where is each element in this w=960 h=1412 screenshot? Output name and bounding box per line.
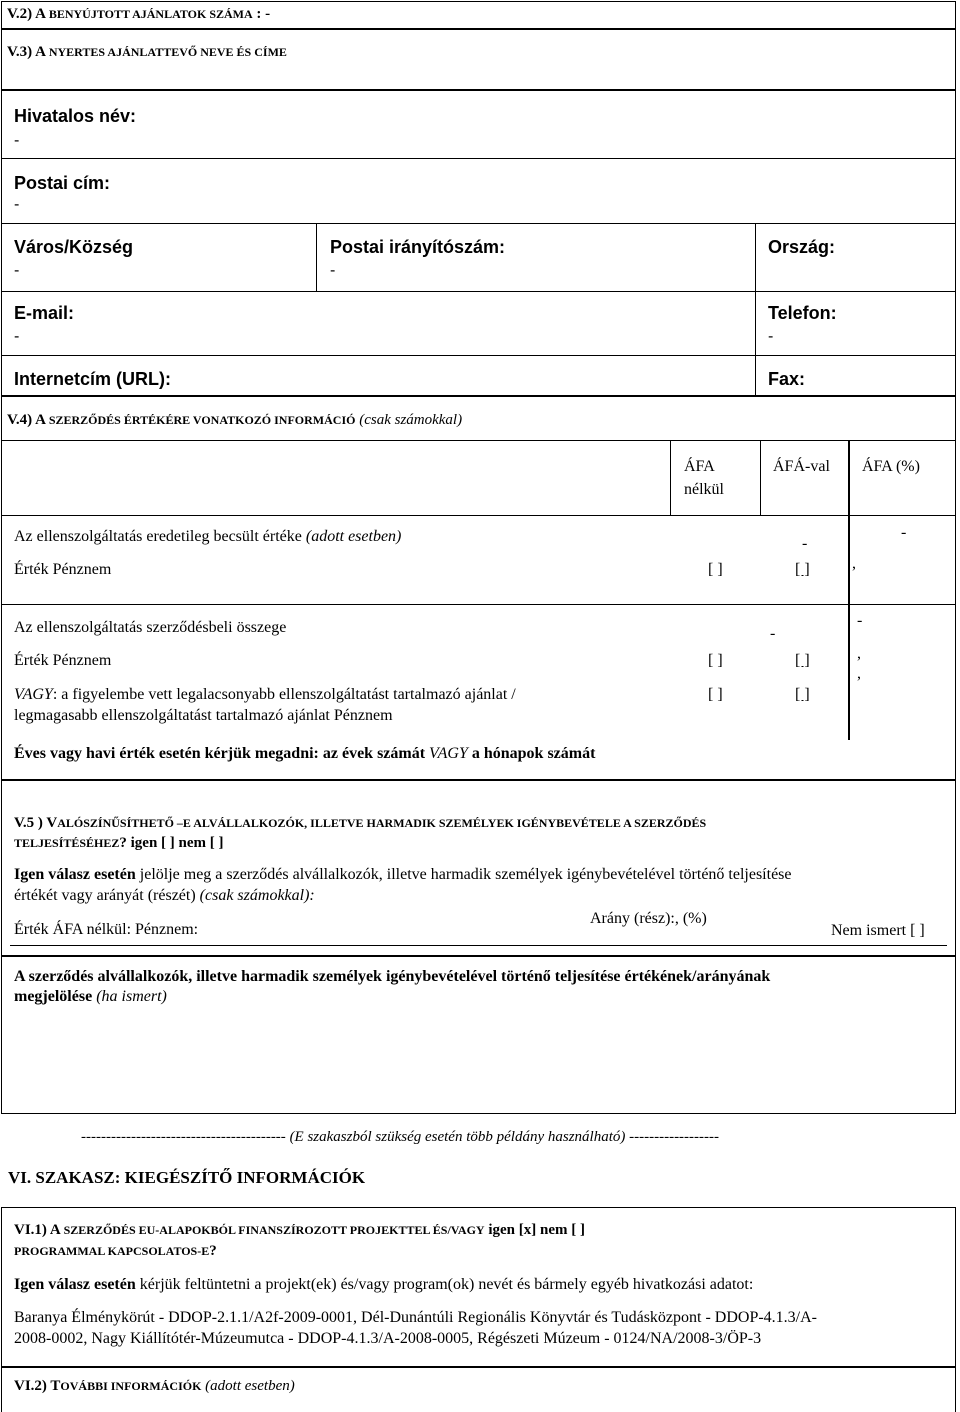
vagy-rest-1: : a figyelembe vett legalacsonyabb ellenszolgáltatást tartalmazó ajánlat / (52, 686, 516, 703)
label-fax: Fax: (768, 369, 806, 389)
label-telefon: Telefon: (768, 303, 837, 323)
value-irsz: - (330, 262, 336, 279)
v5-title-2: TELJESÍTÉSÉHEZ (14, 836, 120, 850)
separator-mid: (E szakaszból szükség esetén több példány használható) (289, 1129, 626, 1145)
orig-dash-afaval: - (802, 535, 808, 552)
value-telefon: - (768, 328, 774, 345)
value-varos: - (14, 262, 20, 279)
v4-line-header (1, 515, 956, 516)
contract-dash-afaval: - (770, 625, 776, 642)
v5-prefix: V.5 ) V (14, 815, 58, 831)
section-v5-heading-2 (14, 835, 224, 852)
section-v2-heading (7, 6, 270, 23)
vi2-title: OVÁBBI INFORMÁCIÓK (60, 1379, 202, 1393)
v5-line2-text: értékét vagy arányát (részét) (14, 887, 196, 904)
v5-nem-ismert: Nem ismert [ ] (831, 922, 925, 939)
v5-igen-line (14, 866, 792, 884)
orig-title-text: Az ellenszolgáltatás eredetileg becsült értéke (14, 528, 302, 545)
v5-answer: ? igen [ ] nem [ ] (119, 835, 224, 851)
grid-line-1 (1, 158, 956, 159)
v2-suffix: : - (256, 6, 271, 22)
vagy-line-1 (14, 686, 516, 704)
section-v3-heading (7, 44, 287, 61)
contract-ertek-penznem: Érték Pénznem (14, 652, 112, 669)
label-hivatalos-nev: Hivatalos név: (14, 106, 137, 126)
vi1-igen-bold: Igen válasz esetén (14, 1276, 136, 1293)
label-irsz: Postai irányítószám: (330, 237, 506, 257)
col-afaval: ÁFÁ-val (773, 458, 830, 475)
value-email: - (14, 328, 20, 345)
col-afa-nelkul-2: nélkül (684, 481, 724, 498)
v4-vline-2 (760, 440, 761, 515)
eves-a: Éves vagy havi érték esetén kérjük megadni: az évek számát (14, 745, 426, 762)
contract-title: Az ellenszolgáltatás szerződésbeli összege (14, 619, 287, 636)
v4-title: SZERZŐDÉS ÉRTÉKÉRE VONATKOZÓ INFORMÁCIÓ (48, 413, 356, 427)
v5-box-title-2-text: megjelölése (14, 988, 93, 1005)
separator-right: ------------------ (629, 1129, 720, 1145)
contract-dash-pct: - (857, 612, 863, 629)
vi1-title-1: SZERZŐDÉS EU-ALAPOKBÓL FINANSZÍROZOTT PROJEKTTEL ÉS/VAGY (63, 1223, 485, 1237)
col-afa-nelkul-1: ÁFA (684, 458, 715, 475)
orig-ertek-penznem: Érték Pénznem (14, 561, 112, 578)
vi2-heading (14, 1378, 295, 1395)
orig-bracket-nelkul: [ ] (708, 561, 723, 578)
vi2-note: (adott esetben) (205, 1378, 295, 1394)
vi1-igen-rest: kérjük feltüntetni a projekt(ek) és/vagy program(ok) nevét és bármely egyéb hivatkozási adatot: (139, 1276, 754, 1293)
v5-line-ertek (10, 945, 947, 946)
vi2-prefix: VI.2) T (14, 1378, 61, 1394)
orig-bracket-afaval: [ ] (795, 561, 810, 578)
vagy-word: VAGY (14, 686, 53, 703)
label-orszag: Ország: (768, 237, 836, 257)
label-internet: Internetcím (URL): (14, 369, 171, 389)
vi1-title-2: PROGRAMMAL KAPCSOLATOS-E (14, 1244, 210, 1258)
separator-left: ----------------------------------------- (81, 1129, 286, 1145)
vi1-answer: igen [x] nem [ ] (488, 1222, 586, 1238)
v2-prefix: V.2) A (7, 6, 46, 22)
v5-igen-bold: Igen válasz esetén (14, 866, 136, 883)
v4-prefix: V.4) A (7, 412, 46, 428)
vagy-bracket-nelkul: [ ] (708, 686, 723, 703)
section-vi-heading: VI. SZAKASZ: KIEGÉSZÍTŐ INFORMÁCIÓK (8, 1168, 366, 1187)
grid-line-2 (1, 223, 956, 224)
label-postai-cim: Postai cím: (14, 173, 111, 193)
orig-note: (adott esetben) (305, 528, 402, 545)
vi1-igen-line (14, 1276, 753, 1294)
v2-title: BENYÚJTOTT AJÁNLATOK SZÁMA (48, 7, 253, 21)
section-v5-heading-1 (14, 815, 706, 832)
grid-vline-varos (316, 223, 317, 291)
vi1-projects-2: 2008-0002, Nagy Kiállítótér-Múzeumutca - DDOP-4.1.3/A-2008-0005, Régészeti Múzeum - 0124/NA/2008-3/ÖP-3 (14, 1330, 762, 1347)
vagy-bracket-afaval: [ ] (795, 686, 810, 703)
eves-vagy: VAGY (429, 745, 468, 762)
section-v4-heading (7, 412, 462, 429)
v4-note: (csak számokkal) (359, 412, 463, 428)
vi1-heading-1 (14, 1222, 585, 1239)
vi1-prefix: VI.1) A (14, 1222, 60, 1238)
contract-comma-1: , (857, 645, 861, 662)
eves-havi-line (14, 745, 595, 763)
v4-vline-1 (670, 440, 671, 515)
v5-box-note: (ha ismert) (96, 988, 167, 1005)
v5-igen-rest: jelölje meg a szerződés alvállalkozók, illetve harmadik személyek igénybevételével történő teljesítése (139, 866, 792, 883)
v3-title: NYERTES AJÁNLATTEVŐ NEVE ÉS CÍME (48, 45, 287, 59)
label-email: E-mail: (14, 303, 75, 323)
v4-line-title (1, 440, 956, 441)
v5-ertek-afa: Érték ÁFA nélkül: Pénznem: (14, 921, 199, 938)
orig-title (14, 528, 401, 546)
contract-comma-2: , (857, 665, 861, 682)
v5-title-1: ALÓSZÍNŰSÍTHETŐ –E ALVÁLLALKOZÓK, ILLETVE HARMADIK SZEMÉLYEK IGÉNYBEVÉTELE A SZERZŐDÉS (57, 816, 707, 830)
v5-arany: Arány (rész):, (%) (590, 910, 707, 927)
v5-box-title-2 (14, 988, 167, 1006)
v5-line-2 (14, 887, 315, 905)
orig-comma: , (852, 555, 856, 572)
grid-line-4 (1, 355, 956, 356)
grid-line-3 (1, 291, 956, 292)
v4-vline-3 (848, 440, 850, 740)
v4-line-mid (1, 604, 956, 605)
contract-bracket-nelkul: [ ] (708, 652, 723, 669)
vagy-line-2: legmagasabb ellenszolgáltatást tartalmazó ajánlat Pénznem (14, 707, 393, 724)
label-varos: Város/Község (14, 237, 134, 257)
value-postai-cim: - (14, 196, 20, 213)
section-separator (81, 1129, 719, 1146)
vi1-heading-2 (14, 1243, 217, 1260)
v3-prefix: V.3) A (7, 44, 46, 60)
v5-box-title-1: A szerződés alvállalkozók, illetve harmadik személyek igénybevételével történő teljesítése értékének/arányának (14, 968, 771, 985)
contract-bracket-afaval: [ ] (795, 652, 810, 669)
orig-dash-pct: - (901, 524, 907, 541)
value-hivatalos-nev: - (14, 132, 20, 149)
col-afa-pct: ÁFA (%) (862, 458, 920, 475)
vi1-q: ? (209, 1243, 217, 1259)
v5-line2-note: (csak számokkal): (199, 887, 315, 904)
vi1-projects-1: Baranya Élménykörút - DDOP-2.1.1/A2f-2009-0001, Dél-Dunántúli Regionális Könyvtár és Tudásközpont - DDOP-4.1.3/A- (14, 1309, 818, 1326)
eves-b: a hónapok számát (471, 745, 596, 762)
grid-vline-right (755, 223, 756, 396)
